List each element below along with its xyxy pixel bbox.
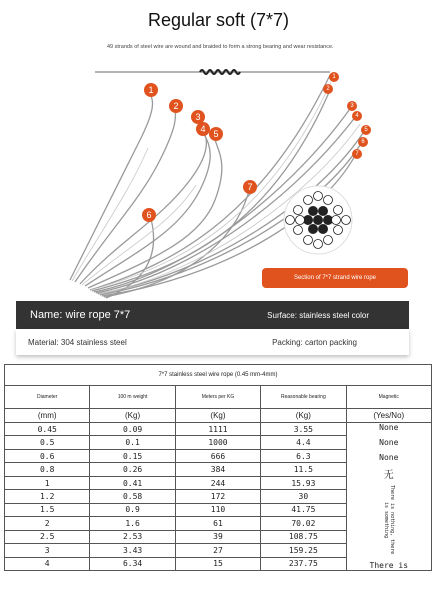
cell-weight: 0.09: [90, 423, 175, 436]
col-header-diameter: Diameter: [5, 386, 90, 409]
cell-diameter: 0.45: [5, 423, 90, 436]
table-row: [5, 423, 432, 436]
table-caption: 7*7 stainless steel wire rope (0.45 mm-4mm): [5, 365, 432, 386]
cell-bearing: 15.93: [261, 476, 346, 489]
magnetic-notes: [346, 423, 431, 571]
cell-weight: 0.15: [90, 449, 175, 462]
col-header-magnetic: Magnetic: [346, 386, 431, 409]
unit-diameter: (mm): [5, 409, 90, 423]
cell-meters: 39: [175, 530, 260, 543]
callout-6: 6: [142, 208, 156, 222]
cell-weight: 0.1: [90, 436, 175, 449]
cell-diameter: 0.5: [5, 436, 90, 449]
cell-bearing: 108.75: [261, 530, 346, 543]
cell-diameter: 1: [5, 476, 90, 489]
cell-bearing: 30: [261, 490, 346, 503]
page-title: Regular soft (7*7): [147, 10, 290, 30]
callout-5: 5: [209, 127, 223, 141]
section-label: Section of 7*7 strand wire rope: [262, 268, 408, 288]
magnetic-note: There is nothing, there is something: [382, 485, 395, 555]
right-callout-2: 2: [323, 84, 333, 94]
magnetic-note: 无: [383, 470, 394, 481]
callout-4: 4: [196, 122, 210, 136]
magnetic-note: None: [379, 438, 399, 447]
cell-bearing: 237.75: [261, 557, 346, 570]
right-callout-3: 3: [347, 101, 357, 111]
unit-weight: (Kg): [90, 409, 175, 423]
magnetic-note: None: [379, 453, 399, 462]
surface-info: Surface: stainless steel color: [267, 310, 369, 320]
info-row: [16, 329, 409, 355]
cell-meters: 244: [175, 476, 260, 489]
right-callout-4: 4: [352, 111, 362, 121]
info-bar: [16, 301, 409, 329]
magnetic-note: There is: [369, 561, 409, 570]
col-header-bearing: Reasonable bearing: [261, 386, 346, 409]
cell-weight: 0.58: [90, 490, 175, 503]
spec-table: [4, 364, 432, 571]
description: 49 strands of steel wire are wound and braided to form a strong bearing and wear resistance.: [107, 44, 334, 50]
cell-weight: 0.9: [90, 503, 175, 516]
unit-meters: (Kg): [175, 409, 260, 423]
right-callout-5: 5: [361, 125, 371, 135]
cell-weight: 1.6: [90, 517, 175, 530]
cell-weight: 0.41: [90, 476, 175, 489]
cell-meters: 15: [175, 557, 260, 570]
cell-bearing: 3.55: [261, 423, 346, 436]
cell-bearing: 41.75: [261, 503, 346, 516]
cell-diameter: 2: [5, 517, 90, 530]
right-callout-6: 6: [358, 137, 368, 147]
cell-meters: 27: [175, 544, 260, 557]
cell-diameter: 1.5: [5, 503, 90, 516]
cell-meters: 61: [175, 517, 260, 530]
cell-bearing: 70.02: [261, 517, 346, 530]
cell-meters: 666: [175, 449, 260, 462]
callout-1: 1: [144, 83, 158, 97]
cell-weight: 0.26: [90, 463, 175, 476]
cell-meters: 384: [175, 463, 260, 476]
magnetic-note: None: [379, 423, 399, 432]
cell-bearing: 159.25: [261, 544, 346, 557]
callout-3: 3: [191, 110, 205, 124]
cell-diameter: 3: [5, 544, 90, 557]
cell-diameter: 2.5: [5, 530, 90, 543]
cell-weight: 3.43: [90, 544, 175, 557]
cell-weight: 2.53: [90, 530, 175, 543]
product-name: Name: wire rope 7*7: [30, 309, 131, 321]
cell-meters: 1000: [175, 436, 260, 449]
right-callout-7: 7: [352, 149, 362, 159]
cell-diameter: 4: [5, 557, 90, 570]
cell-bearing: 11.5: [261, 463, 346, 476]
unit-magnetic: (Yes/No): [346, 409, 431, 423]
col-header-meters: Meters per KG: [175, 386, 260, 409]
cell-bearing: 6.3: [261, 449, 346, 462]
cell-weight: 6.34: [90, 557, 175, 570]
cell-meters: 110: [175, 503, 260, 516]
unit-bearing: (Kg): [261, 409, 346, 423]
packing-info: Packing: carton packing: [272, 337, 357, 347]
callout-2: 2: [169, 99, 183, 113]
cell-meters: 172: [175, 490, 260, 503]
material-info: Material: 304 stainless steel: [28, 337, 127, 347]
callout-7: 7: [243, 180, 257, 194]
right-callout-1: 1: [329, 72, 339, 82]
col-header-weight: 100 m weight: [90, 386, 175, 409]
cell-meters: 1111: [175, 423, 260, 436]
cell-bearing: 4.4: [261, 436, 346, 449]
cell-diameter: 0.8: [5, 463, 90, 476]
cell-diameter: 0.6: [5, 449, 90, 462]
cell-diameter: 1.2: [5, 490, 90, 503]
